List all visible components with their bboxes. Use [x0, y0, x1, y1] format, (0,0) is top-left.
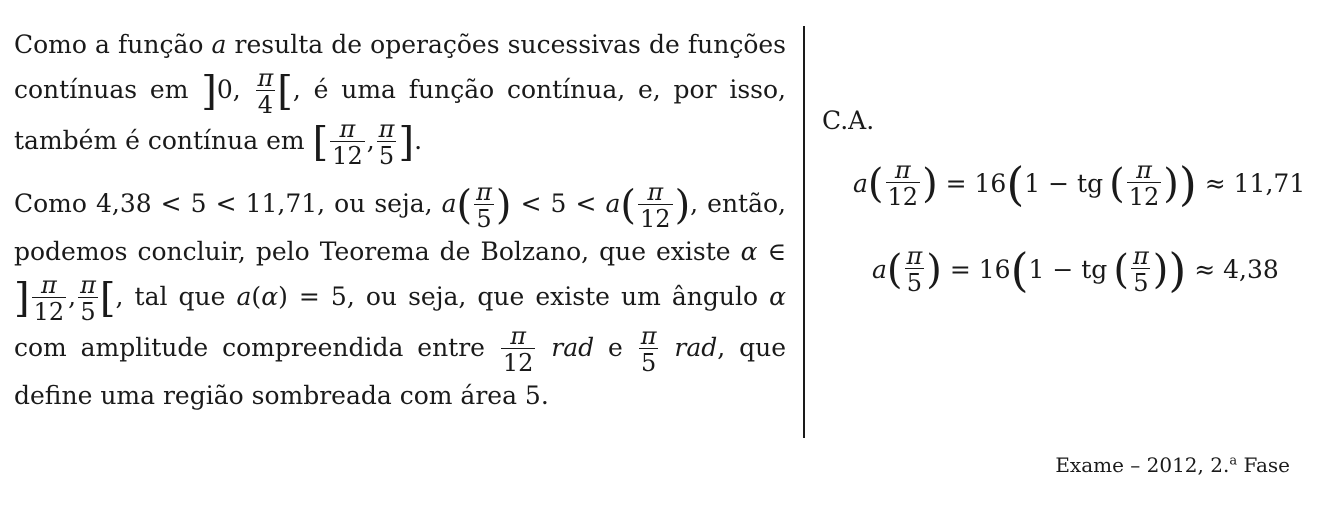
text: , que define uma região sombreada com área 5. — [14, 333, 786, 410]
denominator: 12 — [332, 142, 363, 170]
paren: ) — [674, 182, 691, 229]
paren: ) — [495, 182, 512, 229]
numerator: π — [640, 322, 657, 350]
text: ( — [251, 282, 262, 311]
denominator: 4 — [257, 91, 274, 119]
numerator: π — [1132, 242, 1149, 270]
tangent: tg — [1077, 169, 1104, 198]
fraction — [330, 117, 365, 168]
denominator: 5 — [80, 298, 96, 326]
fraction — [474, 180, 494, 231]
source-text: Exame – 2012, 2. — [1055, 453, 1230, 477]
fraction — [638, 180, 673, 231]
text: e — [594, 333, 637, 362]
column-divider — [803, 26, 805, 438]
denominator: 5 — [378, 142, 395, 170]
solution-text — [14, 24, 786, 417]
text: com amplitude compreendida entre — [14, 333, 499, 362]
text: resulta de operações sucessivas de funções contínuas em — [14, 30, 786, 104]
ca-label: C.A. — [822, 106, 875, 135]
fraction — [256, 66, 276, 117]
ordinal-superscript: a — [1229, 453, 1238, 469]
denominator: 12 — [33, 298, 65, 326]
bracket: ] — [201, 68, 217, 115]
bracket: ] — [398, 119, 415, 166]
paren: ) — [1178, 156, 1197, 211]
paren: ( — [456, 182, 473, 229]
fraction — [905, 244, 925, 295]
exam-source — [1055, 453, 1290, 477]
fraction — [1127, 158, 1162, 209]
separator: , — [366, 126, 375, 155]
unit-rad: rad — [660, 333, 718, 362]
text: Como a função — [14, 30, 212, 59]
denominator: 5 — [1133, 269, 1149, 297]
text: , tal que — [115, 282, 237, 311]
numerator: π — [510, 322, 527, 350]
paren: ( — [1109, 160, 1125, 207]
numerator: π — [476, 178, 492, 206]
bracket: [ — [312, 119, 329, 166]
numerator: π — [40, 271, 57, 299]
fraction — [1131, 244, 1151, 295]
text: Como 4,38 < 5 < 11,71, ou seja, — [14, 189, 442, 218]
approx-value: ≈ 4,38 — [1186, 255, 1279, 284]
paren: ( — [620, 182, 637, 229]
bracket: [ — [277, 68, 293, 115]
text: = 16 — [941, 255, 1011, 284]
alpha: α — [769, 282, 786, 311]
text: 1 − — [1028, 255, 1082, 284]
source-text: Fase — [1237, 453, 1290, 477]
numerator: π — [339, 115, 356, 143]
denominator: 12 — [1128, 183, 1160, 211]
numerator: π — [257, 64, 274, 92]
function-a: a — [872, 255, 887, 284]
approx-value: ≈ 11,71 — [1196, 169, 1306, 198]
separator: , — [68, 282, 77, 311]
text: ) = 5, ou seja, que existe um ângulo — [278, 282, 770, 311]
function-a: a — [236, 282, 252, 311]
denominator: 5 — [640, 349, 657, 377]
bracket: [ — [99, 275, 116, 322]
paren: ( — [1006, 156, 1025, 211]
denominator: 12 — [640, 205, 671, 233]
text: ∈ — [757, 237, 787, 266]
numerator: π — [80, 271, 96, 299]
calculation-a-pi-12 — [853, 158, 1305, 209]
fraction — [886, 158, 921, 209]
numerator: π — [1136, 156, 1152, 184]
paren: ) — [922, 160, 938, 207]
fraction — [501, 324, 536, 375]
paren: ( — [1113, 246, 1129, 293]
denominator: 12 — [887, 183, 919, 211]
fraction — [32, 273, 67, 324]
paragraph-bolzano — [14, 180, 786, 417]
function-a: a — [605, 189, 621, 218]
alpha: α — [740, 237, 758, 266]
unit-rad: rad — [537, 333, 595, 362]
paragraph-continuity — [14, 24, 786, 168]
text: , é uma função contínua, e, por isso, também é contínua em — [14, 75, 786, 155]
numerator: π — [378, 115, 395, 143]
paren: ( — [886, 246, 903, 293]
calculation-a-pi-5 — [872, 244, 1279, 295]
fraction — [377, 117, 397, 168]
text: 1 − — [1024, 169, 1078, 198]
fraction — [78, 273, 98, 324]
function-a: a — [441, 189, 457, 218]
denominator: 12 — [502, 349, 534, 377]
numerator: π — [906, 242, 923, 270]
paren: ) — [1152, 246, 1169, 293]
paren: ) — [926, 246, 942, 293]
numerator: π — [647, 178, 664, 206]
fraction — [639, 324, 659, 375]
text: 0, — [216, 75, 254, 104]
paren: ( — [1010, 242, 1029, 297]
function-a: a — [853, 169, 868, 198]
text: = 16 — [937, 169, 1007, 198]
alpha: α — [261, 282, 279, 311]
tangent: tg — [1081, 255, 1108, 284]
paren: ) — [1168, 242, 1187, 297]
denominator: 5 — [906, 269, 923, 297]
bracket: ] — [14, 275, 30, 322]
text: , então, podemos concluir, pelo Teorema de Bolzano, que existe — [14, 189, 787, 266]
text: . — [414, 126, 423, 155]
denominator: 5 — [476, 205, 492, 233]
paren: ) — [1163, 160, 1179, 207]
function-a: a — [211, 30, 227, 59]
numerator: π — [894, 156, 911, 184]
text: < 5 < — [511, 189, 606, 218]
paren: ( — [867, 160, 884, 207]
